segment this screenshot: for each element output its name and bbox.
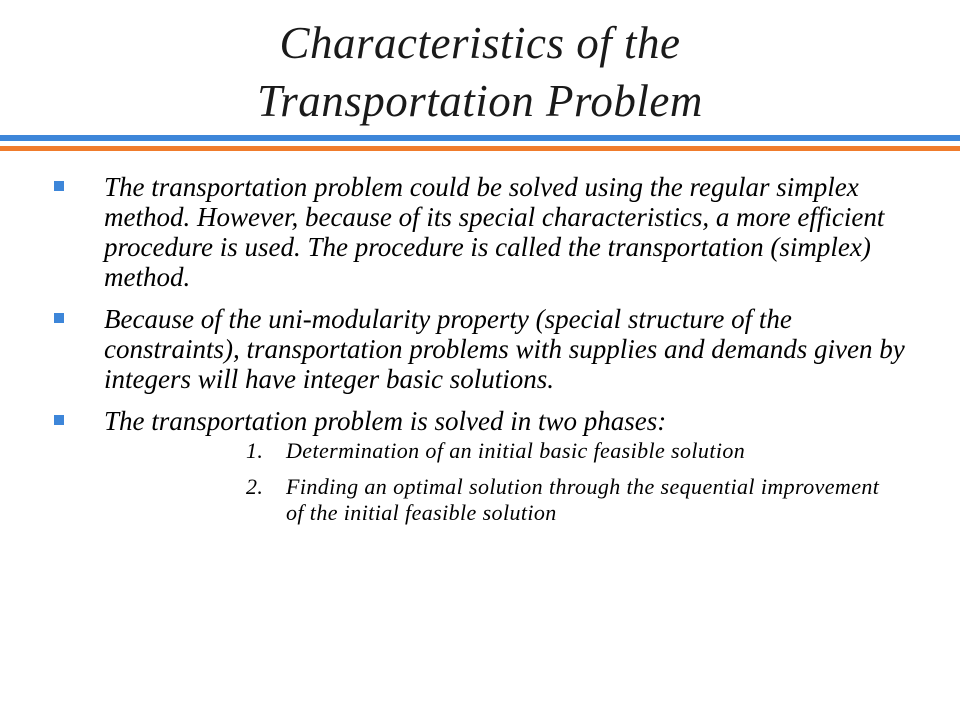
slide-title-line-2: Transportation Problem bbox=[257, 76, 703, 126]
phase-item-1 bbox=[104, 438, 930, 464]
divider-blue bbox=[0, 135, 960, 141]
bullet-list bbox=[0, 172, 960, 538]
divider-orange bbox=[0, 146, 960, 151]
square-bullet-icon bbox=[54, 181, 64, 191]
bullet-text: The transportation problem could be solved using the regular simplex method. However, because of its special characteristics, a more efficient procedure is used. The procedure is called the transportation (simplex) method. bbox=[104, 172, 885, 292]
phase-number: 1. bbox=[246, 438, 264, 463]
phase-text: Finding an optimal solution through the sequential improvement of the initial feasible solution bbox=[286, 474, 880, 525]
slide-title bbox=[0, 14, 960, 130]
phase-number: 2. bbox=[246, 474, 264, 499]
bullet-item-simplex bbox=[0, 172, 960, 292]
phase-item-2 bbox=[104, 474, 930, 526]
slide-title-line-1: Characteristics of the bbox=[279, 18, 681, 68]
phase-list bbox=[104, 438, 930, 526]
square-bullet-icon bbox=[54, 313, 64, 323]
bullet-text: Because of the uni-modularity property (special structure of the constraints), transportation problems with supplies and demands given by integers will have integer basic solutions. bbox=[104, 304, 905, 394]
square-bullet-icon bbox=[54, 415, 64, 425]
phase-text: Determination of an initial basic feasible solution bbox=[286, 438, 746, 463]
bullet-item-phases bbox=[0, 406, 960, 526]
bullet-item-unimodularity bbox=[0, 304, 960, 394]
bullet-text: The transportation problem is solved in two phases: bbox=[104, 406, 667, 436]
